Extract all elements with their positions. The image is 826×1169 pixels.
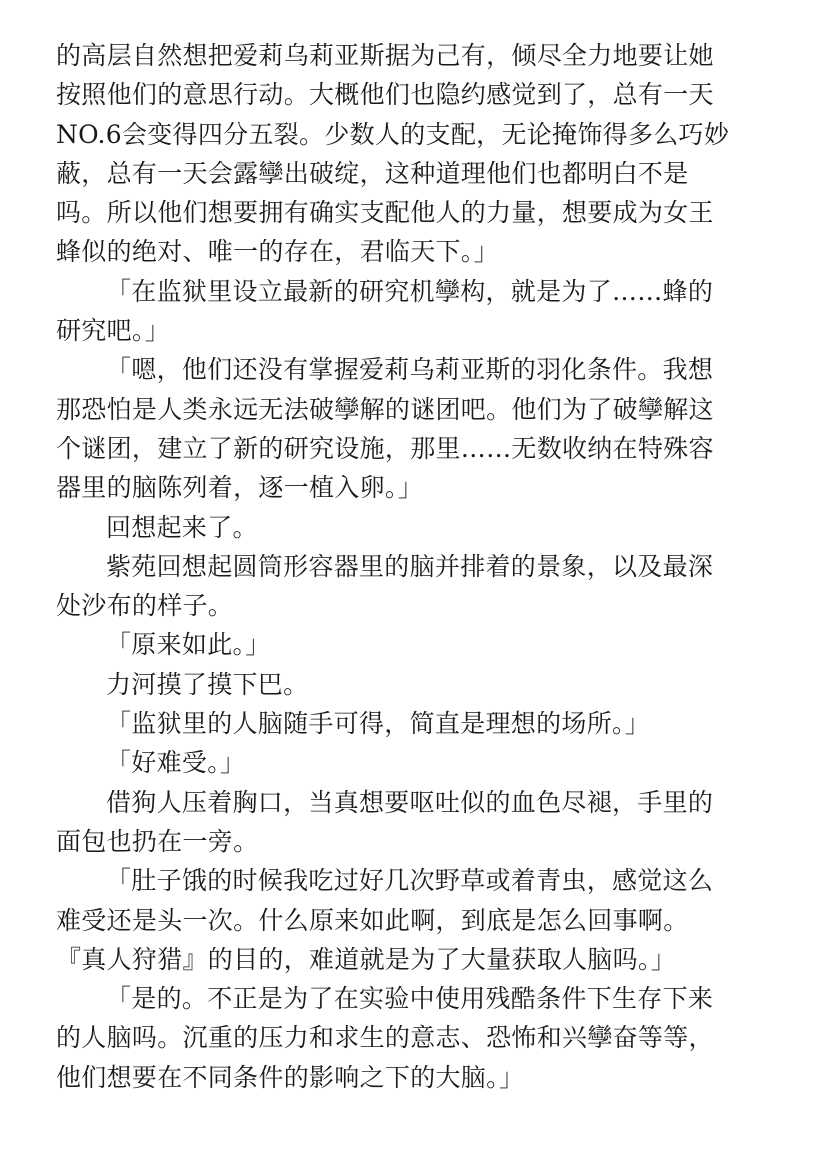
text-line: 「嗯，他们还没有掌握爱莉乌莉亚斯的羽化条件。我想 <box>106 355 714 385</box>
text-line: 难受还是头一次。什么原来如此啊，到底是怎么回事啊。 <box>56 905 689 935</box>
paragraph <box>56 704 756 743</box>
paragraph <box>56 625 756 664</box>
paragraph <box>56 272 756 351</box>
text-line: 紫苑回想起圆筒形容器里的脑并排着的景象，以及最深 <box>106 551 714 581</box>
text-line: 个谜团，建立了新的研究设施，那里……无数收纳在特殊容 <box>56 433 714 463</box>
text-line: 「在监狱里设立最新的研究机孿构，就是为了……蜂的 <box>106 276 714 306</box>
paragraph <box>56 350 756 507</box>
text-line: 器里的脑陈列着，逐一植入卵。」 <box>56 473 424 503</box>
paragraph <box>56 36 756 272</box>
text-line: 那恐怕是人类永远无法破孿解的谜团吧。他们为了破孿解这 <box>56 394 714 424</box>
paragraph <box>56 743 756 782</box>
text-line: 面包也扔在一旁。 <box>56 826 259 856</box>
text-line: 的人脑吗。沉重的压力和求生的意志、恐怖和兴孿奋等等， <box>56 1023 714 1053</box>
document-page <box>56 36 756 1097</box>
text-line: 「原来如此。」 <box>106 630 271 660</box>
text-line: 「好难受。」 <box>106 748 246 778</box>
paragraph <box>56 508 756 547</box>
text-line: 研究吧。」 <box>56 316 171 346</box>
text-line: 「监狱里的人脑随手可得，简直是理想的场所。」 <box>106 709 651 739</box>
paragraph <box>56 665 756 704</box>
text-line: 吗。所以他们想要拥有确实支配他人的力量，想要成为女王 <box>56 198 714 228</box>
text-line: 蜂似的绝对、唯一的存在，君临天下。」 <box>56 237 499 267</box>
text-line: NO.6会变得四分五裂。少数人的支配，无论掩饰得多么巧妙 <box>56 119 730 149</box>
paragraph <box>56 861 756 979</box>
text-line: 他们想要在不同条件的影响之下的大脑。」 <box>56 1062 525 1092</box>
text-line: 按照他们的意思行动。大概他们也隐约感觉到了，总有一天 <box>56 80 714 110</box>
text-line: 的高层自然想把爱莉乌莉亚斯据为己有，倾尽全力地要让她 <box>56 41 714 70</box>
text-line: 蔽，总有一天会露孿出破绽，这种道理他们也都明白不是 <box>56 158 689 188</box>
text-line: 处沙布的样子。 <box>56 591 234 621</box>
paragraph <box>56 783 756 862</box>
text-line: 『真人狩猎』的目的，难道就是为了大量获取人脑吗。」 <box>56 944 677 974</box>
paragraph <box>56 547 756 626</box>
text-line: 力河摸了摸下巴。 <box>106 669 309 699</box>
text-line: 「肚子饿的时候我吃过好几次野草或着青虫，感觉这么 <box>106 866 714 896</box>
text-line: 借狗人压着胸口，当真想要呕吐似的血色尽褪，手里的 <box>106 787 714 817</box>
text-line: 回想起来了。 <box>106 512 258 542</box>
text-line: 「是的。不正是为了在实验中使用残酷条件下生存下来 <box>106 984 714 1014</box>
paragraph <box>56 979 756 1097</box>
